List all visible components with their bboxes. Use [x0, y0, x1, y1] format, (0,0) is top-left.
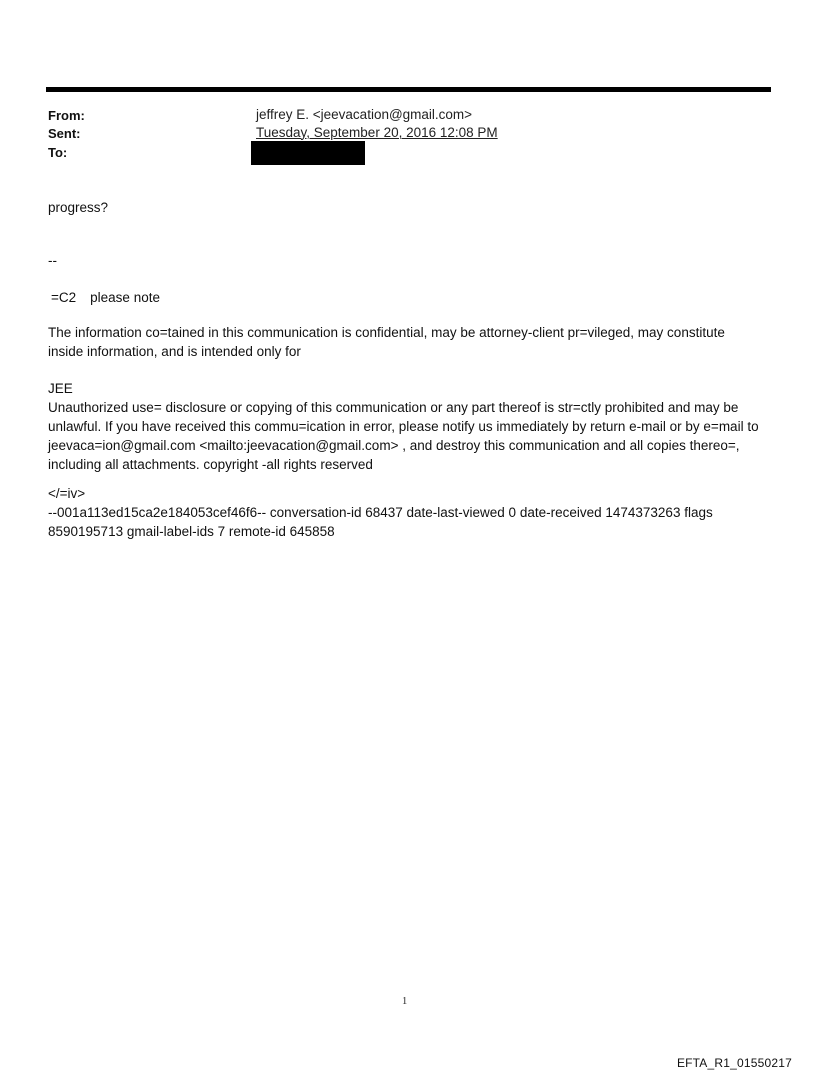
greeting-text: progress?	[48, 200, 109, 215]
metadata-block	[48, 484, 713, 541]
unauthorized-paragraph	[48, 379, 759, 474]
jee-text: JEE	[48, 381, 73, 396]
c2-line	[51, 288, 160, 307]
metadata-line: 8590195713 gmail-label-ids 7 remote-id 645858	[48, 524, 335, 539]
signature-separator: --	[48, 253, 57, 268]
document-id: EFTA_R1_01550217	[676, 1056, 792, 1070]
close-tag-text: </=iv>	[48, 486, 86, 501]
sent-label: Sent:	[48, 126, 81, 141]
from-value: jeffrey E. <jeevacation@gmail.com>	[256, 107, 473, 122]
c2-text: please note	[90, 290, 160, 305]
unauthorized-line: including all attachments. copyright -all rights reserved	[48, 457, 373, 472]
confidentiality-paragraph	[48, 323, 725, 361]
sent-value: Tuesday, September 20, 2016 12:08 PM	[256, 125, 498, 140]
confidentiality-line: The information co=tained in this communication is confidential, may be attorney-client pr=vileged, may constitute	[48, 325, 725, 340]
to-redaction	[251, 141, 365, 165]
unauthorized-line: unlawful. If you have received this commu=ication in error, please notify us immediately by return e-mail or by e=mail to	[48, 419, 759, 434]
from-label: From:	[48, 108, 85, 123]
confidentiality-line: inside information, and is intended only for	[48, 344, 301, 359]
c2-code: =C2	[51, 290, 77, 305]
header-divider	[46, 87, 771, 92]
to-label: To:	[48, 145, 68, 160]
unauthorized-line: Unauthorized use= disclosure or copying of this communication or any part thereof is str=ctly prohibited and may be	[48, 400, 739, 415]
page-number: 1	[402, 996, 408, 1007]
metadata-line: --001a113ed15ca2e184053cef46f6-- conversation-id 68437 date-last-viewed 0 date-received 1474373263 flags	[48, 505, 713, 520]
unauthorized-line: jeevaca=ion@gmail.com <mailto:jeevacation@gmail.com> , and destroy this communication and all copies thereo=,	[48, 438, 740, 453]
